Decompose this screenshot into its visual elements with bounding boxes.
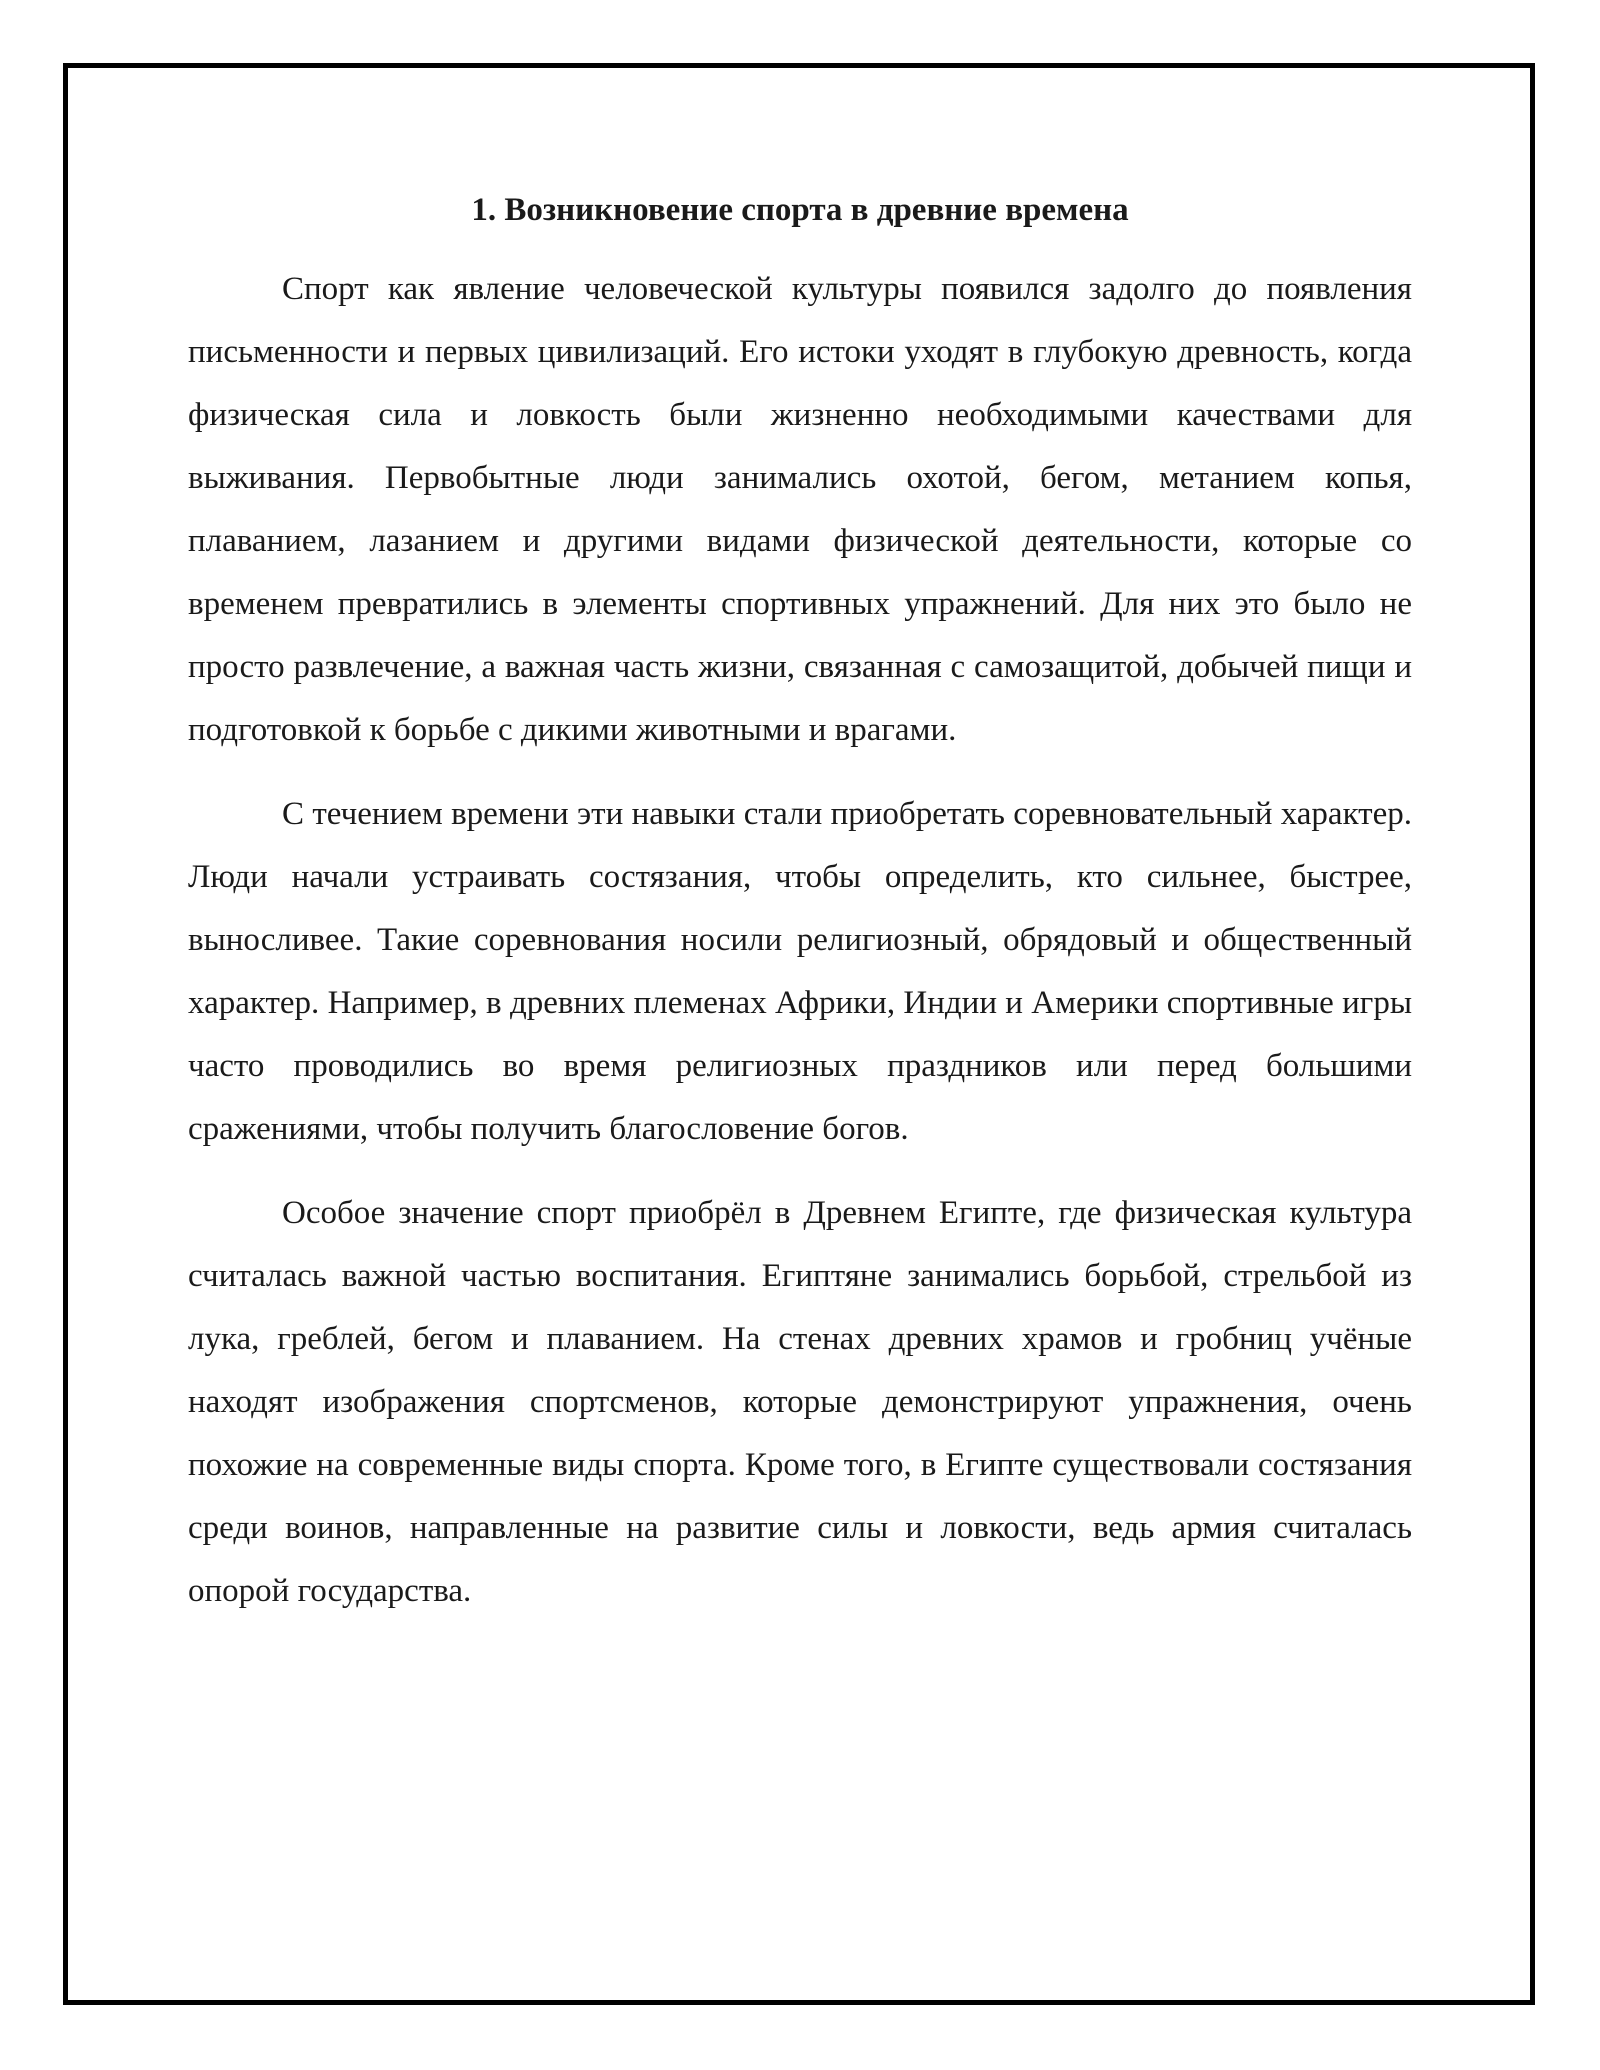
paragraph-1: Спорт как явление человеческой культуры появился задолго до появления письменности и первых цивилизаций. Его истоки уходят в глубокую древность, когда физическая сила и ловкость были жизненно необходимыми качествами для выживания. Первобытные люди занимались охотой, бегом, метанием копья, плаванием, лазанием и другими видами физической деятельности, которые со временем превратились в элементы спортивных упражнений. Для них это было не просто развлечение, а важная часть жизни, связанная с самозащитой, добычей пищи и подготовкой к борьбе с дикими животными и врагами.	[188, 271, 1412, 748]
paragraph-3: Особое значение спорт приобрёл в Древнем Египте, где физическая культура считалась важной частью воспитания. Египтяне занимались борьбой, стрельбой из лука, греблей, бегом и плаванием. На стенах древних храмов и гробниц учёные находят изображения спортсменов, которые демонстрируют упражнения, очень похожие на современные виды спорта. Кроме того, в Египте существовали состязания среди воинов, направленные на развитие силы и ловкости, ведь армия считалась опорой государства.	[188, 1195, 1412, 1609]
document-body	[188, 188, 1412, 1644]
paragraph-2: С течением времени эти навыки стали приобретать соревновательный характер. Люди начали устраивать состязания, чтобы определить, кто сильнее, быстрее, выносливее. Такие соревнования носили религиозный, обрядовый и общественный характер. Например, в древних племенах Африки, Индии и Америки спортивные игры часто проводились во время религиозных праздников или перед большими сражениями, чтобы получить благословение богов.	[188, 796, 1412, 1147]
section-heading: 1. Возникновение спорта в древние времена	[471, 192, 1129, 228]
